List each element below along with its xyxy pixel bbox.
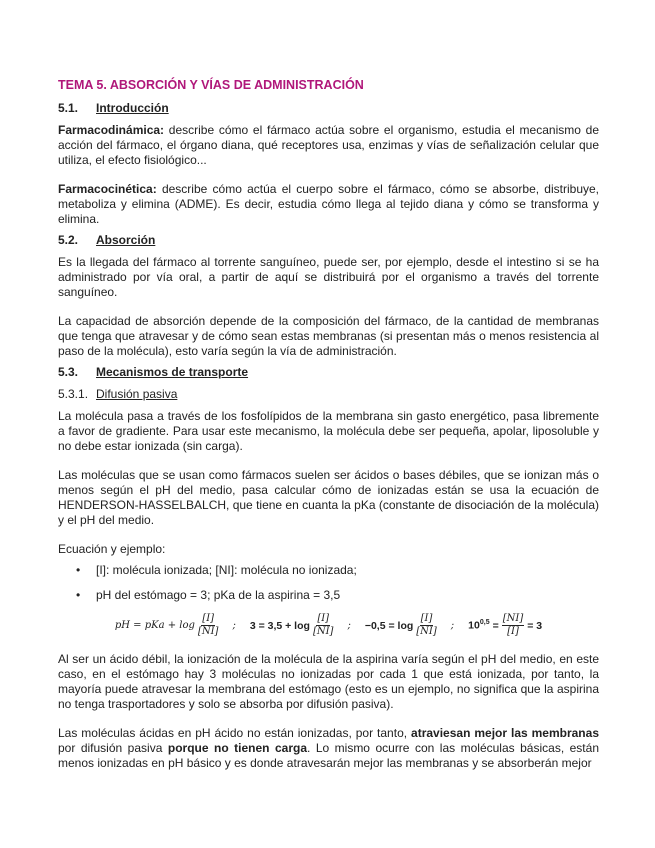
text-run: por difusión pasiva — [58, 741, 168, 755]
separator: ; — [450, 620, 455, 631]
numerator: [I] — [202, 613, 215, 624]
difusion-paragraph-1: La molécula pasa a través de los fosfolípidos de la membrana sin gasto energético, pasa libremente a favor de gradiente. Para usar este mecanismo, la molécula debe ser pequeña, apolar, liposoluble y no debe estar ionizada (sin carga). — [58, 409, 599, 453]
emphasis: atraviesan mejor las membranas — [411, 726, 599, 740]
equals-sign: = — [492, 619, 499, 632]
power-exponent: 0,5 — [479, 619, 490, 627]
definition: describe cómo actúa el cuerpo sobre el fármaco, cómo se absorbe, distribuye, metaboliza y elimina (ADME). Es decir, estudia cómo llega al tejido diana y cómo se transforma y elimina. — [58, 182, 599, 226]
chapter-title: TEMA 5. ABSORCIÓN Y VÍAS DE ADMINISTRACIÓN — [58, 78, 364, 92]
list-item — [58, 588, 599, 603]
section-number: 5.3.1. — [58, 387, 89, 401]
difusion-paragraph-3: Al ser un ácido débil, la ionización de la molécula de la aspirina varía según el pH del medio, en este caso, en el estómago hay 3 moléculas no ionizadas por cada 1 que está ionizada, por tanto, la mayoría puede atravesar la membrana del estómago (esto es un ejemplo, no significa que la aspirina no tenga trasportadores y solo se absorba por difusión pasiva). — [58, 652, 599, 711]
equation-lhs: pH = pKa + log — [114, 620, 195, 631]
section-number: 5.1. — [58, 101, 79, 115]
section-label: Absorción — [96, 233, 156, 247]
section-label: Introducción — [96, 101, 169, 115]
absorcion-paragraph-2: La capacidad de absorción depende de la composición del fármaco, de la cantidad de membranas que tenga que atravesar y de cómo sean estas membranas (si presentan más o menos resistencia al paso de la molécula), esto varía según la vía de administración. — [58, 314, 599, 358]
denominator: [NI] — [197, 626, 219, 637]
text-run: . Lo mismo ocurre con las moléculas básicas, están menos ionizadas en pH básico y es donde atravesarán mejor las membranas y se absorberán mejor — [58, 741, 599, 770]
numerator: [I] — [317, 613, 330, 624]
henderson-hasselbalch-equation — [58, 613, 599, 638]
fraction — [313, 613, 334, 638]
bullet-icon: • — [76, 588, 81, 602]
bullet-icon: • — [76, 563, 81, 577]
denominator: [NI] — [312, 626, 334, 637]
equation-lhs: −0,5 = log — [364, 619, 414, 632]
equation-result: = 3 — [527, 619, 543, 632]
list-item-text: [I]: molécula ionizada; [NI]: molécula no ionizada; — [96, 563, 357, 577]
equation-part-2 — [250, 613, 334, 638]
bullet-list — [58, 563, 599, 603]
section-label: Difusión pasiva — [96, 387, 178, 401]
equation-intro: Ecuación y ejemplo: — [58, 542, 166, 556]
section-label: Mecanismos de transporte — [96, 365, 249, 379]
list-item — [58, 563, 599, 578]
list-item-text: pH del estómago = 3; pKa de la aspirina = 3,5 — [96, 588, 341, 602]
power-base: 10 — [468, 619, 480, 632]
fraction — [198, 613, 219, 638]
section-5-3-1-heading — [58, 387, 599, 401]
equation-part-4 — [468, 613, 542, 638]
equation-lhs: 3 = 3,5 + log — [249, 619, 310, 632]
emphasis: porque no tienen carga — [167, 741, 307, 755]
section-number: 5.2. — [58, 233, 79, 247]
equation-part-1 — [115, 613, 219, 638]
separator: ; — [347, 620, 351, 631]
farmacodinamica-paragraph — [58, 123, 599, 168]
denominator: [NI] — [416, 626, 437, 637]
numerator: [I] — [420, 613, 433, 624]
equation-part-3 — [365, 613, 437, 638]
fraction — [416, 613, 437, 638]
term: Farmacocinética: — [58, 182, 157, 196]
difusion-paragraph-2: Las moléculas que se usan como fármacos suelen ser ácidos o bases débiles, que se ionizan más o menos según el pH del medio, pasa calcular cómo de ionizadas están se usa la ecuación de HENDERSON-HASSELBALCH, que tiene en cuanta la pKa (constante de disociación de la molécula) y el pH del medio. — [58, 468, 599, 527]
fraction — [502, 613, 525, 638]
text-run: Las moléculas ácidas en pH ácido no están ionizadas, por tanto, — [58, 726, 412, 740]
term: Farmacodinámica: — [58, 123, 165, 137]
farmacocinetica-paragraph — [58, 182, 599, 227]
difusion-paragraph-4 — [58, 726, 599, 771]
separator: ; — [232, 620, 236, 631]
absorcion-paragraph-1: Es la llegada del fármaco al torrente sanguíneo, puede ser, por ejemplo, desde el intestino si se ha administrado por vía oral, a partir de aquí se distribuirá por el organismo a través del torrente sanguíneo. — [58, 255, 599, 299]
denominator: [I] — [507, 626, 519, 637]
power — [468, 619, 489, 632]
definition: describe cómo el fármaco actúa sobre el organismo, estudia el mecanismo de acción del fármaco, el órgano diana, qué receptores usa, enzimas y vías de señalización celular que utiliza, el efecto fisiológico... — [58, 123, 599, 167]
numerator: [NI] — [502, 613, 524, 624]
section-number: 5.3. — [58, 365, 79, 379]
section-5-2-heading — [58, 233, 599, 247]
document-page — [58, 78, 599, 785]
section-5-1-heading — [58, 101, 599, 115]
section-5-3-heading — [58, 365, 599, 379]
